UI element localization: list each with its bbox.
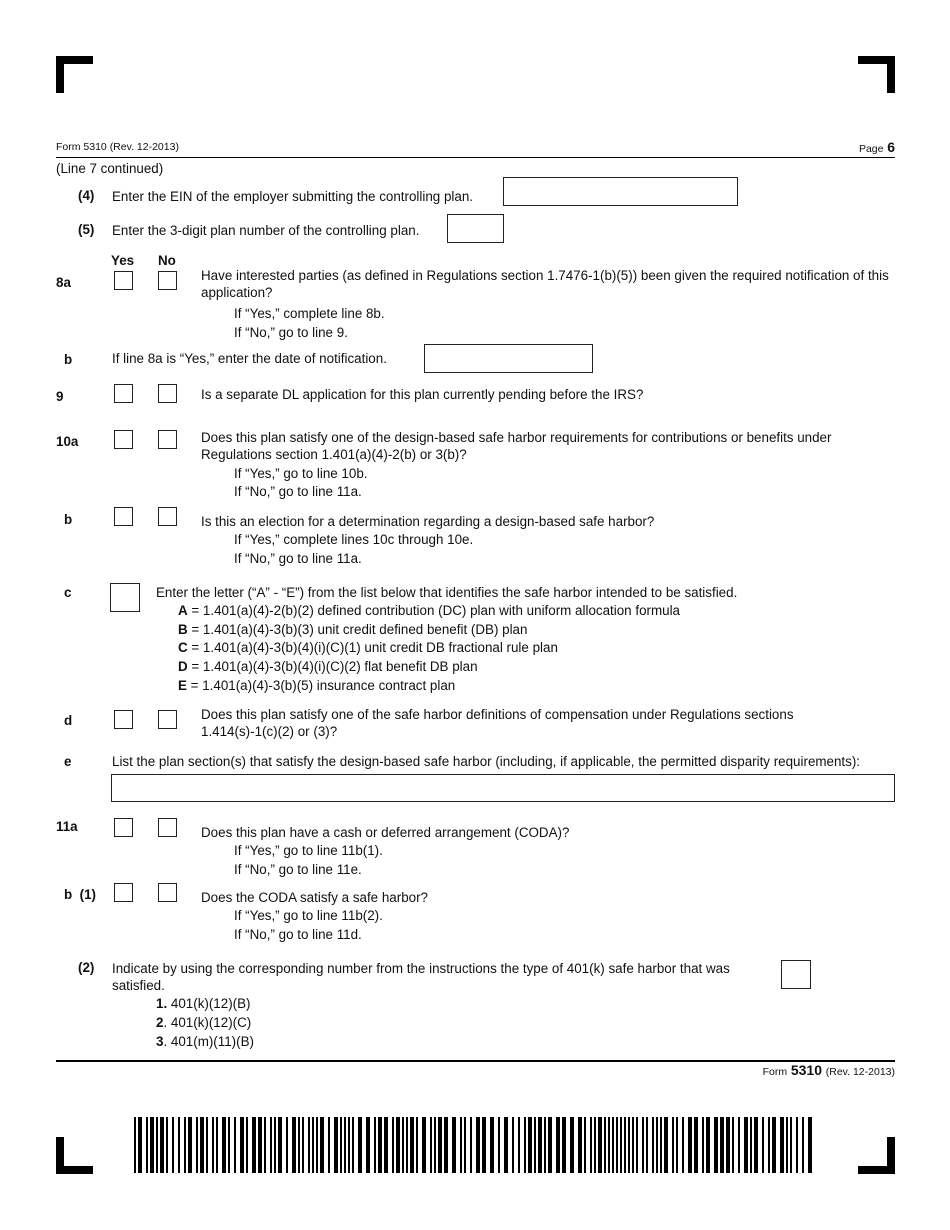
- line-8a-label: 8a: [56, 275, 71, 290]
- line-10b-text: Is this an election for a determination regarding a design-based safe harbor?: [201, 514, 655, 529]
- option-b: B = 1.401(a)(4)-3(b)(3) unit credit defined benefit (DB) plan: [178, 621, 528, 637]
- line-10b-label: b: [64, 512, 73, 527]
- line-11b1-if-yes: If “Yes,” go to line 11b(2).: [234, 908, 383, 923]
- line-9-yes-checkbox[interactable]: [114, 384, 133, 403]
- line-10a-if-no: If “No,” go to line 11a.: [234, 484, 362, 499]
- line-11b1-no-checkbox[interactable]: [158, 883, 177, 902]
- line-8b-label: b: [64, 352, 73, 367]
- line-9-label: 9: [56, 389, 64, 404]
- safe-harbor-options: [178, 602, 680, 696]
- header-rule: [56, 157, 895, 158]
- page-indicator: [859, 139, 895, 155]
- form-id: Form 5310 (Rev. 12-2013): [56, 141, 179, 153]
- line-9-no-checkbox[interactable]: [158, 384, 177, 403]
- line-11a-label: 11a: [56, 819, 78, 834]
- line-7-4-label: (4): [78, 188, 95, 203]
- option-d: D = 1.401(a)(4)-3(b)(4)(i)(C)(2) flat benefit DB plan: [178, 659, 478, 675]
- page-label: Page: [858, 143, 884, 155]
- footer-form-number: 5310: [790, 1062, 822, 1078]
- line-8a-if-yes: If “Yes,” complete line 8b.: [234, 306, 385, 321]
- footer-form-word: Form: [762, 1066, 788, 1078]
- line-11b2-text: Indicate by using the corresponding number from the instructions the type of 401(k) safe harbor that was satisfied.: [112, 961, 730, 993]
- plan-number-input[interactable]: [447, 214, 504, 243]
- option-a: A = 1.401(a)(4)-2(b)(2) defined contribution (DC) plan with uniform allocation formula: [178, 603, 681, 618]
- line-10a-if-yes: If “Yes,” go to line 10b.: [234, 466, 368, 481]
- crop-mark-bottom-right-vertical: [887, 1137, 895, 1174]
- ein-input[interactable]: [503, 177, 738, 206]
- line-10e-text: List the plan section(s) that satisfy the design-based safe harbor (including, if applicable, the permitted disparity requirements):: [112, 754, 861, 769]
- no-column-head: No: [158, 253, 176, 268]
- crop-mark-top-right-vertical: [887, 56, 895, 93]
- plan-sections-input[interactable]: [111, 774, 895, 802]
- safe-harbor-type-input[interactable]: [781, 960, 811, 989]
- barcode: [134, 1117, 816, 1173]
- line-10d-no-checkbox[interactable]: [158, 710, 177, 729]
- line-10a-yes-checkbox[interactable]: [114, 430, 133, 449]
- continued-note: (Line 7 continued): [56, 161, 164, 176]
- line-11a-if-no: If “No,” go to line 11e.: [234, 862, 362, 877]
- line-10c-text: Enter the letter (“A” - “E”) from the list below that identifies the safe harbor intended to be satisfied.: [156, 585, 738, 600]
- line-9-text: Is a separate DL application for this plan currently pending before the IRS?: [201, 387, 644, 402]
- line-7-4-text: Enter the EIN of the employer submitting the controlling plan.: [112, 189, 473, 204]
- line-10a-label: 10a: [56, 434, 79, 449]
- line-10d-yes-checkbox[interactable]: [114, 710, 133, 729]
- line-11b1-label: b (1): [64, 887, 96, 902]
- line-10b-if-no: If “No,” go to line 11a.: [234, 551, 362, 566]
- line-8b-text: If line 8a is “Yes,” enter the date of notification.: [112, 351, 387, 366]
- line-10d-text: Does this plan satisfy one of the safe harbor definitions of compensation under Regulations sections 1.414(s)-1(c)(2) or (3)?: [201, 707, 794, 739]
- line-11a-text: Does this plan have a cash or deferred arrangement (CODA)?: [201, 825, 570, 840]
- line-7-5-text: Enter the 3-digit plan number of the controlling plan.: [112, 223, 420, 238]
- type-option-2: 2. 401(k)(12)(C): [156, 1015, 252, 1030]
- line-11b1-text: Does the CODA satisfy a safe harbor?: [201, 890, 429, 905]
- crop-mark-bottom-left-vertical: [56, 1137, 64, 1174]
- footer-form-id: [763, 1062, 895, 1078]
- line-8a-yes-checkbox[interactable]: [114, 271, 133, 290]
- line-10a-text: Does this plan satisfy one of the design-based safe harbor requirements for contributions or benefits under Regulations section 1.401(a)(4)-2(b) or 3(b)?: [201, 430, 832, 462]
- barcode-graphic: [134, 1117, 816, 1173]
- line-7-5-label: (5): [78, 222, 95, 237]
- page-number: 6: [887, 139, 895, 155]
- type-option-3: 3. 401(m)(11)(B): [156, 1034, 254, 1049]
- line-10a-no-checkbox[interactable]: [158, 430, 177, 449]
- type-option-1: 1. 401(k)(12)(B): [156, 996, 251, 1011]
- notification-date-input[interactable]: [424, 344, 593, 373]
- crop-mark-top-left-vertical: [56, 56, 64, 93]
- line-10b-no-checkbox[interactable]: [158, 507, 177, 526]
- line-8a-if-no: If “No,” go to line 9.: [234, 325, 348, 340]
- line-11b1-if-no: If “No,” go to line 11d.: [234, 927, 362, 942]
- line-11a-yes-checkbox[interactable]: [114, 818, 133, 837]
- line-8a-text: Have interested parties (as defined in Regulations section 1.7476-1(b)(5)) been given the required notification of this application?: [201, 268, 889, 300]
- line-11b1-yes-checkbox[interactable]: [114, 883, 133, 902]
- line-11a-no-checkbox[interactable]: [158, 818, 177, 837]
- option-e: E = 1.401(a)(4)-3(b)(5) insurance contract plan: [178, 677, 456, 693]
- line-10b-if-yes: If “Yes,” complete lines 10c through 10e.: [234, 532, 474, 547]
- safe-harbor-type-options: [156, 994, 254, 1051]
- line-10c-label: c: [64, 585, 72, 600]
- safe-harbor-letter-input[interactable]: [110, 583, 140, 612]
- line-10e-label: e: [64, 754, 72, 769]
- option-c: C = 1.401(a)(4)-3(b)(4)(i)(C)(1) unit credit DB fractional rule plan: [178, 640, 558, 656]
- line-11a-if-yes: If “Yes,” go to line 11b(1).: [234, 843, 383, 858]
- yes-column-head: Yes: [111, 253, 135, 268]
- line-10b-yes-checkbox[interactable]: [114, 507, 133, 526]
- line-11b2-label: (2): [78, 960, 95, 975]
- line-10d-label: d: [64, 713, 73, 728]
- line-8a-no-checkbox[interactable]: [158, 271, 177, 290]
- footer-rev: (Rev. 12-2013): [825, 1066, 895, 1078]
